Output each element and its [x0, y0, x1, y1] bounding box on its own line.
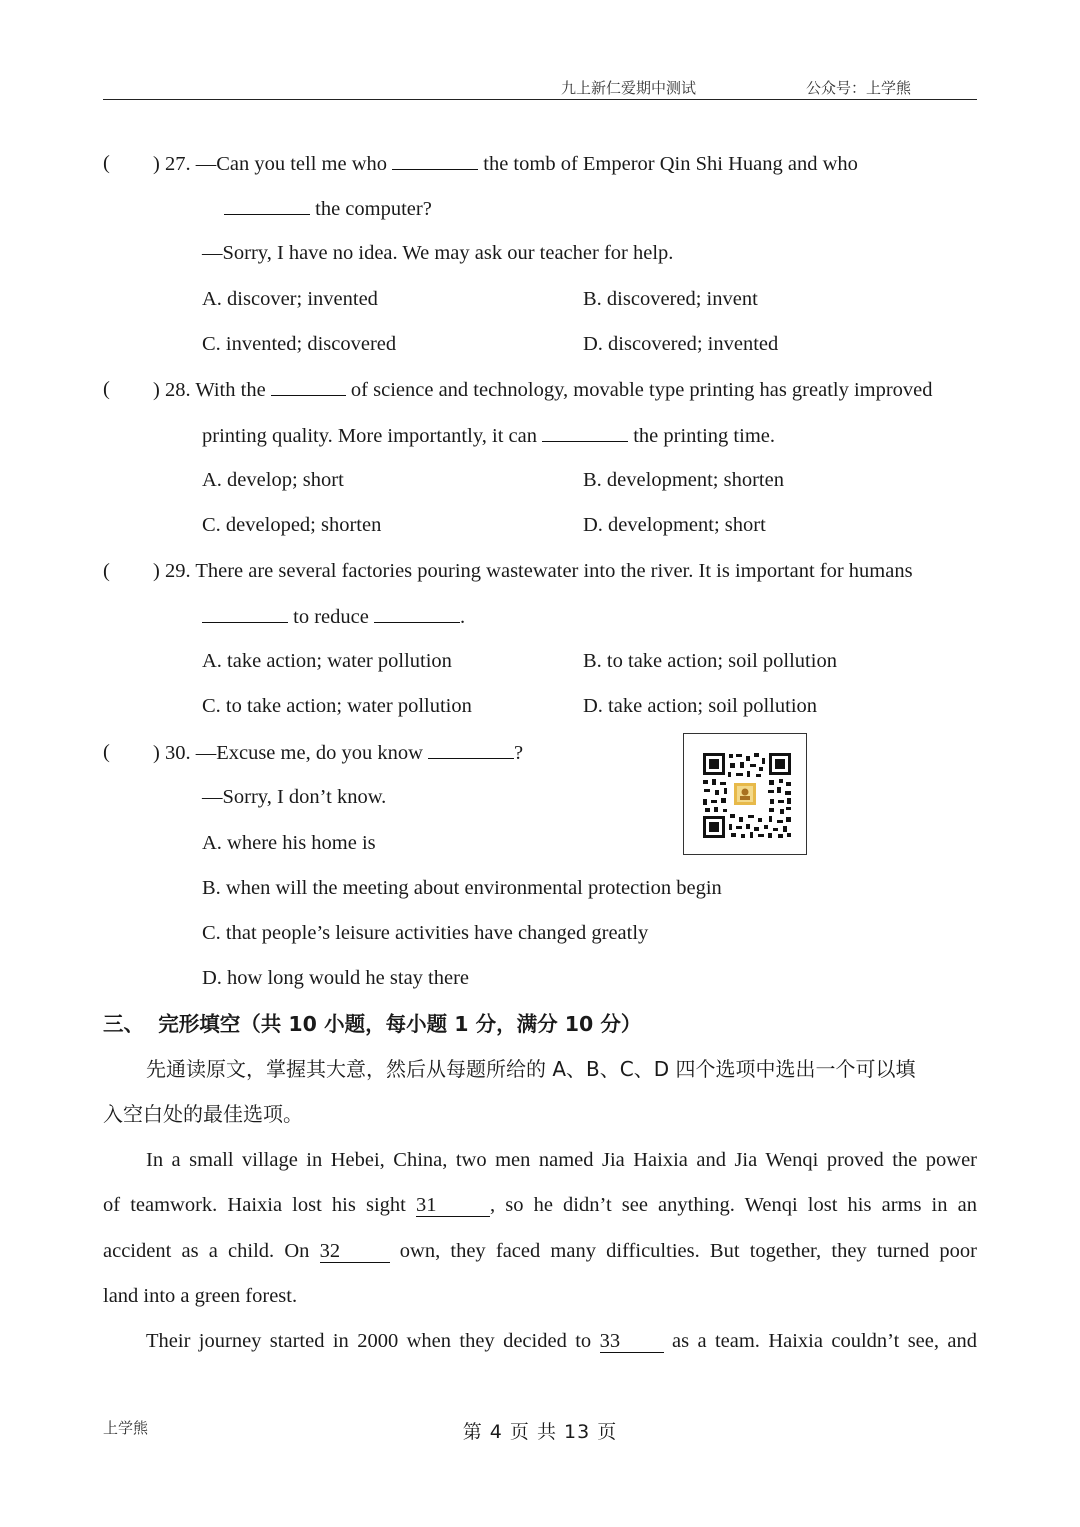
blank — [224, 194, 310, 215]
header-rule — [103, 99, 977, 100]
option-30-b: B. when will the meeting about environmental protection begin — [202, 877, 722, 899]
passage-line: Their journey started in 2000 when they decided to 33 as a team. Haixia couldn’t see, and — [146, 1330, 977, 1352]
option-29-c: C. to take action; water pollution — [202, 695, 472, 717]
option-30-d: D. how long would he stay there — [202, 967, 470, 989]
qr-code-icon — [683, 733, 807, 855]
option-29-b: B. to take action; soil pollution — [583, 650, 837, 672]
option-30-a: A. where his home is — [202, 832, 376, 854]
answer-paren-28: ( — [103, 378, 110, 400]
question-30-reply: —Sorry, I don’t know. — [202, 786, 387, 808]
header-account: 公众号：上学熊 — [806, 79, 912, 97]
passage-line: land into a green forest. — [103, 1285, 298, 1307]
blank — [428, 738, 514, 759]
blank — [202, 602, 288, 623]
blank-32: 32 — [320, 1240, 390, 1263]
answer-paren-30: ( — [103, 741, 110, 763]
blank — [392, 149, 478, 170]
header-title: 九上新仁爱期中测试 — [561, 79, 697, 97]
option-27-d: D. discovered; invented — [583, 333, 779, 355]
answer-paren-29: ( — [103, 560, 110, 582]
option-27-b: B. discovered; invent — [583, 288, 758, 310]
section-instruction-line2: 入空白处的最佳选项。 — [103, 1102, 303, 1126]
blank — [271, 375, 346, 396]
question-27-reply: —Sorry, I have no idea. We may ask our teacher for help. — [202, 242, 674, 264]
question-30-line1: ) 30. —Excuse me, do you know ? — [153, 738, 523, 767]
option-28-d: D. development; short — [583, 514, 766, 536]
footer-brand: 上学熊 — [103, 1419, 149, 1437]
blank — [374, 602, 460, 623]
question-27-line2: the computer? — [224, 194, 432, 223]
question-28-line2: printing quality. More importantly, it can the printing time. — [202, 421, 775, 450]
passage-line: of teamwork. Haixia lost his sight 31 , so he didn’t see anything. Wenqi lost his arms in an — [103, 1194, 977, 1216]
option-27-c: C. invented; discovered — [202, 333, 397, 355]
question-29-line2: to reduce . — [202, 602, 465, 631]
option-29-a: A. take action; water pollution — [202, 650, 452, 672]
option-30-c: C. that people’s leisure activities have changed greatly — [202, 922, 649, 944]
blank — [542, 421, 628, 442]
blank-33: 33 — [600, 1330, 664, 1353]
option-28-b: B. development; shorten — [583, 469, 784, 491]
option-28-c: C. developed; shorten — [202, 514, 382, 536]
section-title: 三、 完形填空（共 10 小题，每小题 1 分，满分 10 分） — [103, 1012, 642, 1036]
question-27-line1: ) 27. —Can you tell me who the tomb of Emperor Qin Shi Huang and who — [153, 149, 858, 178]
passage-line: accident as a child. On 32 own, they faced many difficulties. But together, they turned poor — [103, 1240, 977, 1262]
blank-31: 31 — [416, 1194, 490, 1217]
passage-line: In a small village in Hebei, China, two men named Jia Haixia and Jia Wenqi proved the power — [146, 1149, 977, 1171]
answer-paren-27: ( — [103, 152, 110, 174]
question-29-line1: ) 29. There are several factories pouring wastewater into the river. It is important for humans — [153, 560, 913, 582]
section-instruction-line1: 先通读原文，掌握其大意，然后从每题所给的 A、B、C、D 四个选项中选出一个可以填 — [146, 1057, 916, 1081]
option-28-a: A. develop; short — [202, 469, 344, 491]
question-28-line1: ) 28. With the of science and technology, movable type printing has greatly improved — [153, 375, 933, 404]
option-27-a: A. discover; invented — [202, 288, 378, 310]
page-number: 第 4 页 共 13 页 — [462, 1421, 618, 1443]
option-29-d: D. take action; soil pollution — [583, 695, 818, 717]
